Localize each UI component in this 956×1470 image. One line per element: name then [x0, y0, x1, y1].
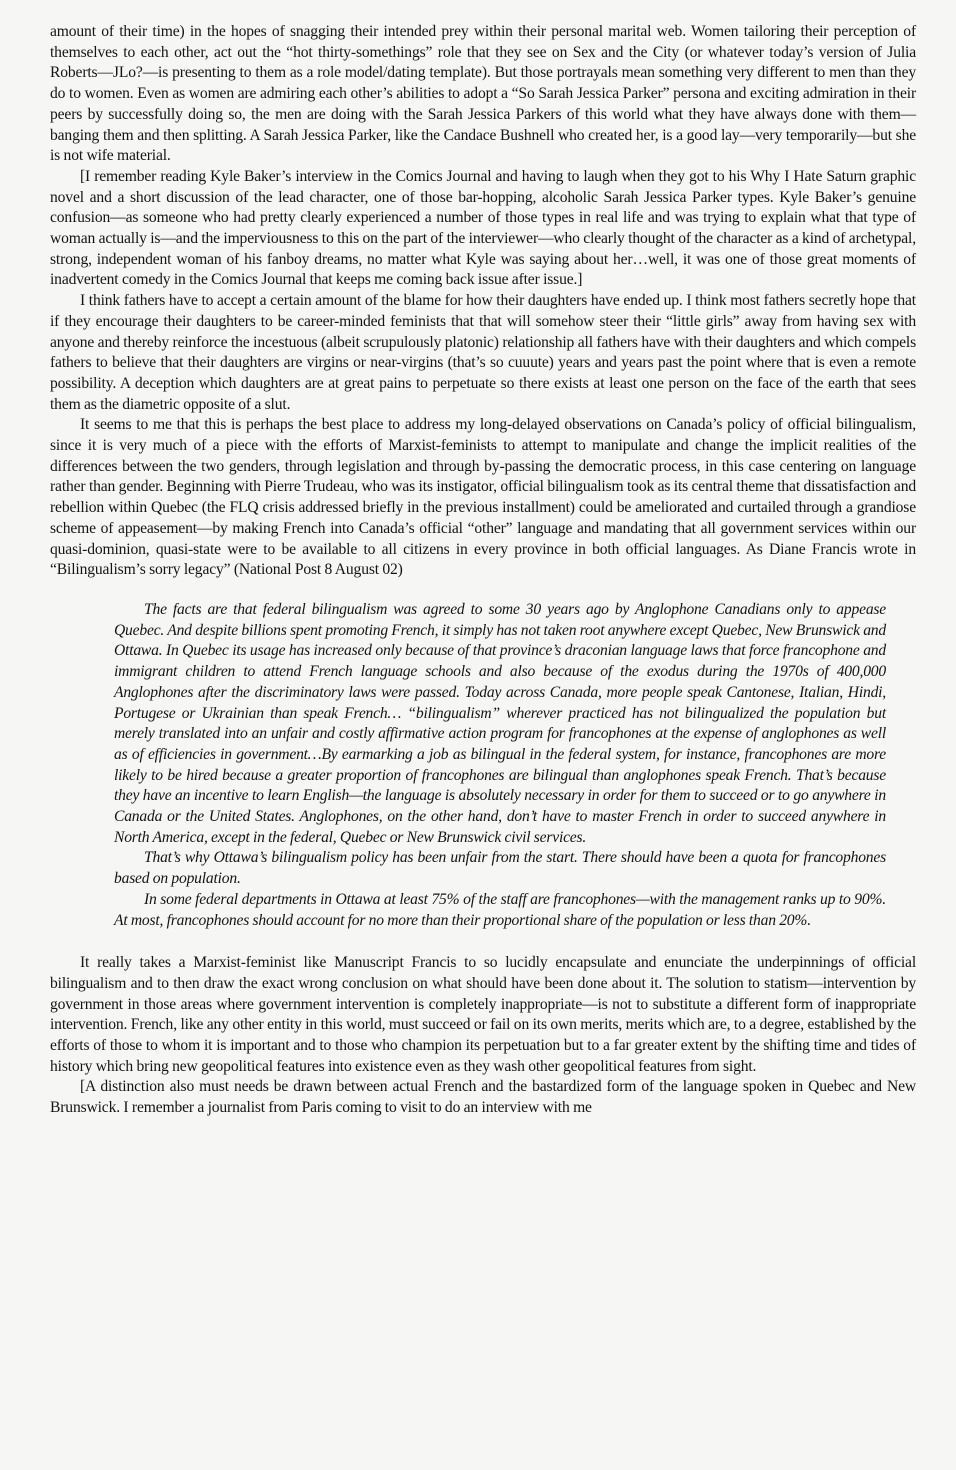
- block-quote-diane-francis: [114, 600, 886, 931]
- paragraph-sex-and-the-city: amount of their time) in the hopes of snagging their intended prey within their personal marital web. Women tailoring their perception of themselves to each other, act out the “hot thirty-somethings” role that they see on Sex and the City (or whatever today’s version of Julia Roberts—JLo?—is presenting to them as a role model/dating template). But those portrayals mean something very different to men than they do to women. Even as women are admiring each other’s abilities to adopt a “So Sarah Jessica Parker” persona and exciting admiration in their peers by successfully doing so, the men are doing with the Sarah Jessica Parkers of this world what they have always done with them—banging them and then splitting. A Sarah Jessica Parker, like the Candace Bushnell who created her, is a good lay—very temporarily—but she is not wife material.: [50, 23, 916, 165]
- paragraph-fathers: I think fathers have to accept a certain amount of the blame for how their daughters have ended up. I think most fathers secretly hope that if they encourage their daughters to be career-minded feminists that that will somehow steer their “little girls” away from having sex with anyone and thereby reinforce the incestuous (albeit scrupulously platonic) relationship all fathers have with their daughters and which compels fathers to believe that their daughters are virgins or near-virgins (that’s so cuuute) years and years past the point where that is even a remote possibility. A deception which daughters are at great pains to perpetuate so there exists at least one person on the face of the earth that sees them as the diametric opposite of a slut.: [50, 292, 916, 413]
- paragraph-distinction: [A distinction also must needs be drawn between actual French and the bastardized form of the language spoken in Quebec and New Brunswick. I remember a journalist from Paris coming to visit to do an interview with me: [50, 1078, 916, 1117]
- quote-paragraph-facts: The facts are that federal bilingualism was agreed to some 30 years ago by Anglophone Canadians only to appease Quebec. And despite billions spent promoting French, it simply has not taken root anywhere except Quebec, New Brunswick and Ottawa. In Quebec its usage has increased only because of that province’s draconian language laws that force francophone and immigrant children to attend French language schools and also because of the exodus during the 1970s of 400,000 Anglophones after the discriminatory laws were passed. Today across Canada, more people speak Cantonese, Italian, Hindi, Portugese or Ukrainian than speak French… “bilingualism” wherever practiced has not bilingualized the population but merely translated into an unfair and costly affirmative action program for francophones at the expense of anglophones as well as of efficiencies in government…By earmarking a job as bilingual in the federal system, for instance, francophones are more likely to be hired because a greater proportion of francophones are bilingual than anglophones speak French. That’s because they have an incentive to learn English—the language is absolutely necessary in order for them to succeed or to go anywhere in Canada or the United States. Anglophones, on the other hand, don’t have to master French in order to succeed anywhere in North America, except in the federal, Quebec or New Brunswick civil services.: [114, 600, 886, 846]
- paragraph-kyle-baker: [I remember reading Kyle Baker’s interview in the Comics Journal and having to laugh when they got to his Why I Hate Saturn graphic novel and a short discussion of the lead character, one of those bar-hopping, alcoholic Sarah Jessica Parker types. Kyle Baker’s genuine confusion—as someone who had pretty clearly experienced a number of those types in real life and was trying to explain what that type of woman actually is—and the imperviousness to this on the part of the interviewer—who clearly thought of the character as a kind of archetypal, strong, independent woman of his fanboy dreams, no matter what Kyle was saying about her…well, it was one of those great moments of inadvertent comedy in the Comics Journal that keeps me coming back issue after issue.]: [50, 167, 916, 289]
- quote-paragraph-federal-departments: In some federal departments in Ottawa at least 75% of the staff are francophones—with the management ranks up to 90%. At most, francophones should account for no more than their proportional share of the population or less than 20%.: [114, 890, 886, 929]
- paragraph-bilingualism: It seems to me that this is perhaps the best place to address my long-delayed observations on Canada’s policy of official bilingualism, since it is very much of a piece with the efforts of Marxist-feminists to attempt to manipulate and change the implicit realities of the differences between the two genders, through legislation and through by-passing the democratic process, in this case centering on language rather than gender. Beginning with Pierre Trudeau, who was its instigator, official bilingualism took as its central theme that dissatisfaction and rebellion within Quebec (the FLQ crisis addressed briefly in the previous installment) could be ameliorated and curtailed through a grandiose scheme of appeasement—by making French into Canada’s official “other” language and mandating that all government services within our quasi-dominion, quasi-state were to be available to all citizens in every province in both official languages. As Diane Francis wrote in “Bilingualism’s sorry legacy” (National Post 8 August 02): [50, 416, 916, 579]
- quote-paragraph-ottawa-policy: That’s why Ottawa’s bilingualism policy has been unfair from the start. There should have been a quota for francophones based on population.: [114, 849, 886, 888]
- paragraph-marxist-feminist: It really takes a Marxist-feminist like Manuscript Francis to so lucidly encapsulate and enunciate the underpinnings of official bilingualism and to then draw the exact wrong conclusion on what should have been done about it. The solution to statism—intervention by government in those areas where government intervention is completely inappropriate—is not to substitute a different form of inappropriate intervention. French, like any other entity in this world, must succeed or fail on its own merits, merits which are, to a degree, established by the efforts of those to whom it is important and to those who champion its perpetuation but to a far greater extent by the shifting time and tides of history which bring new geopolitical features into existence even as they wash other geopolitical features from sight.: [50, 954, 916, 1075]
